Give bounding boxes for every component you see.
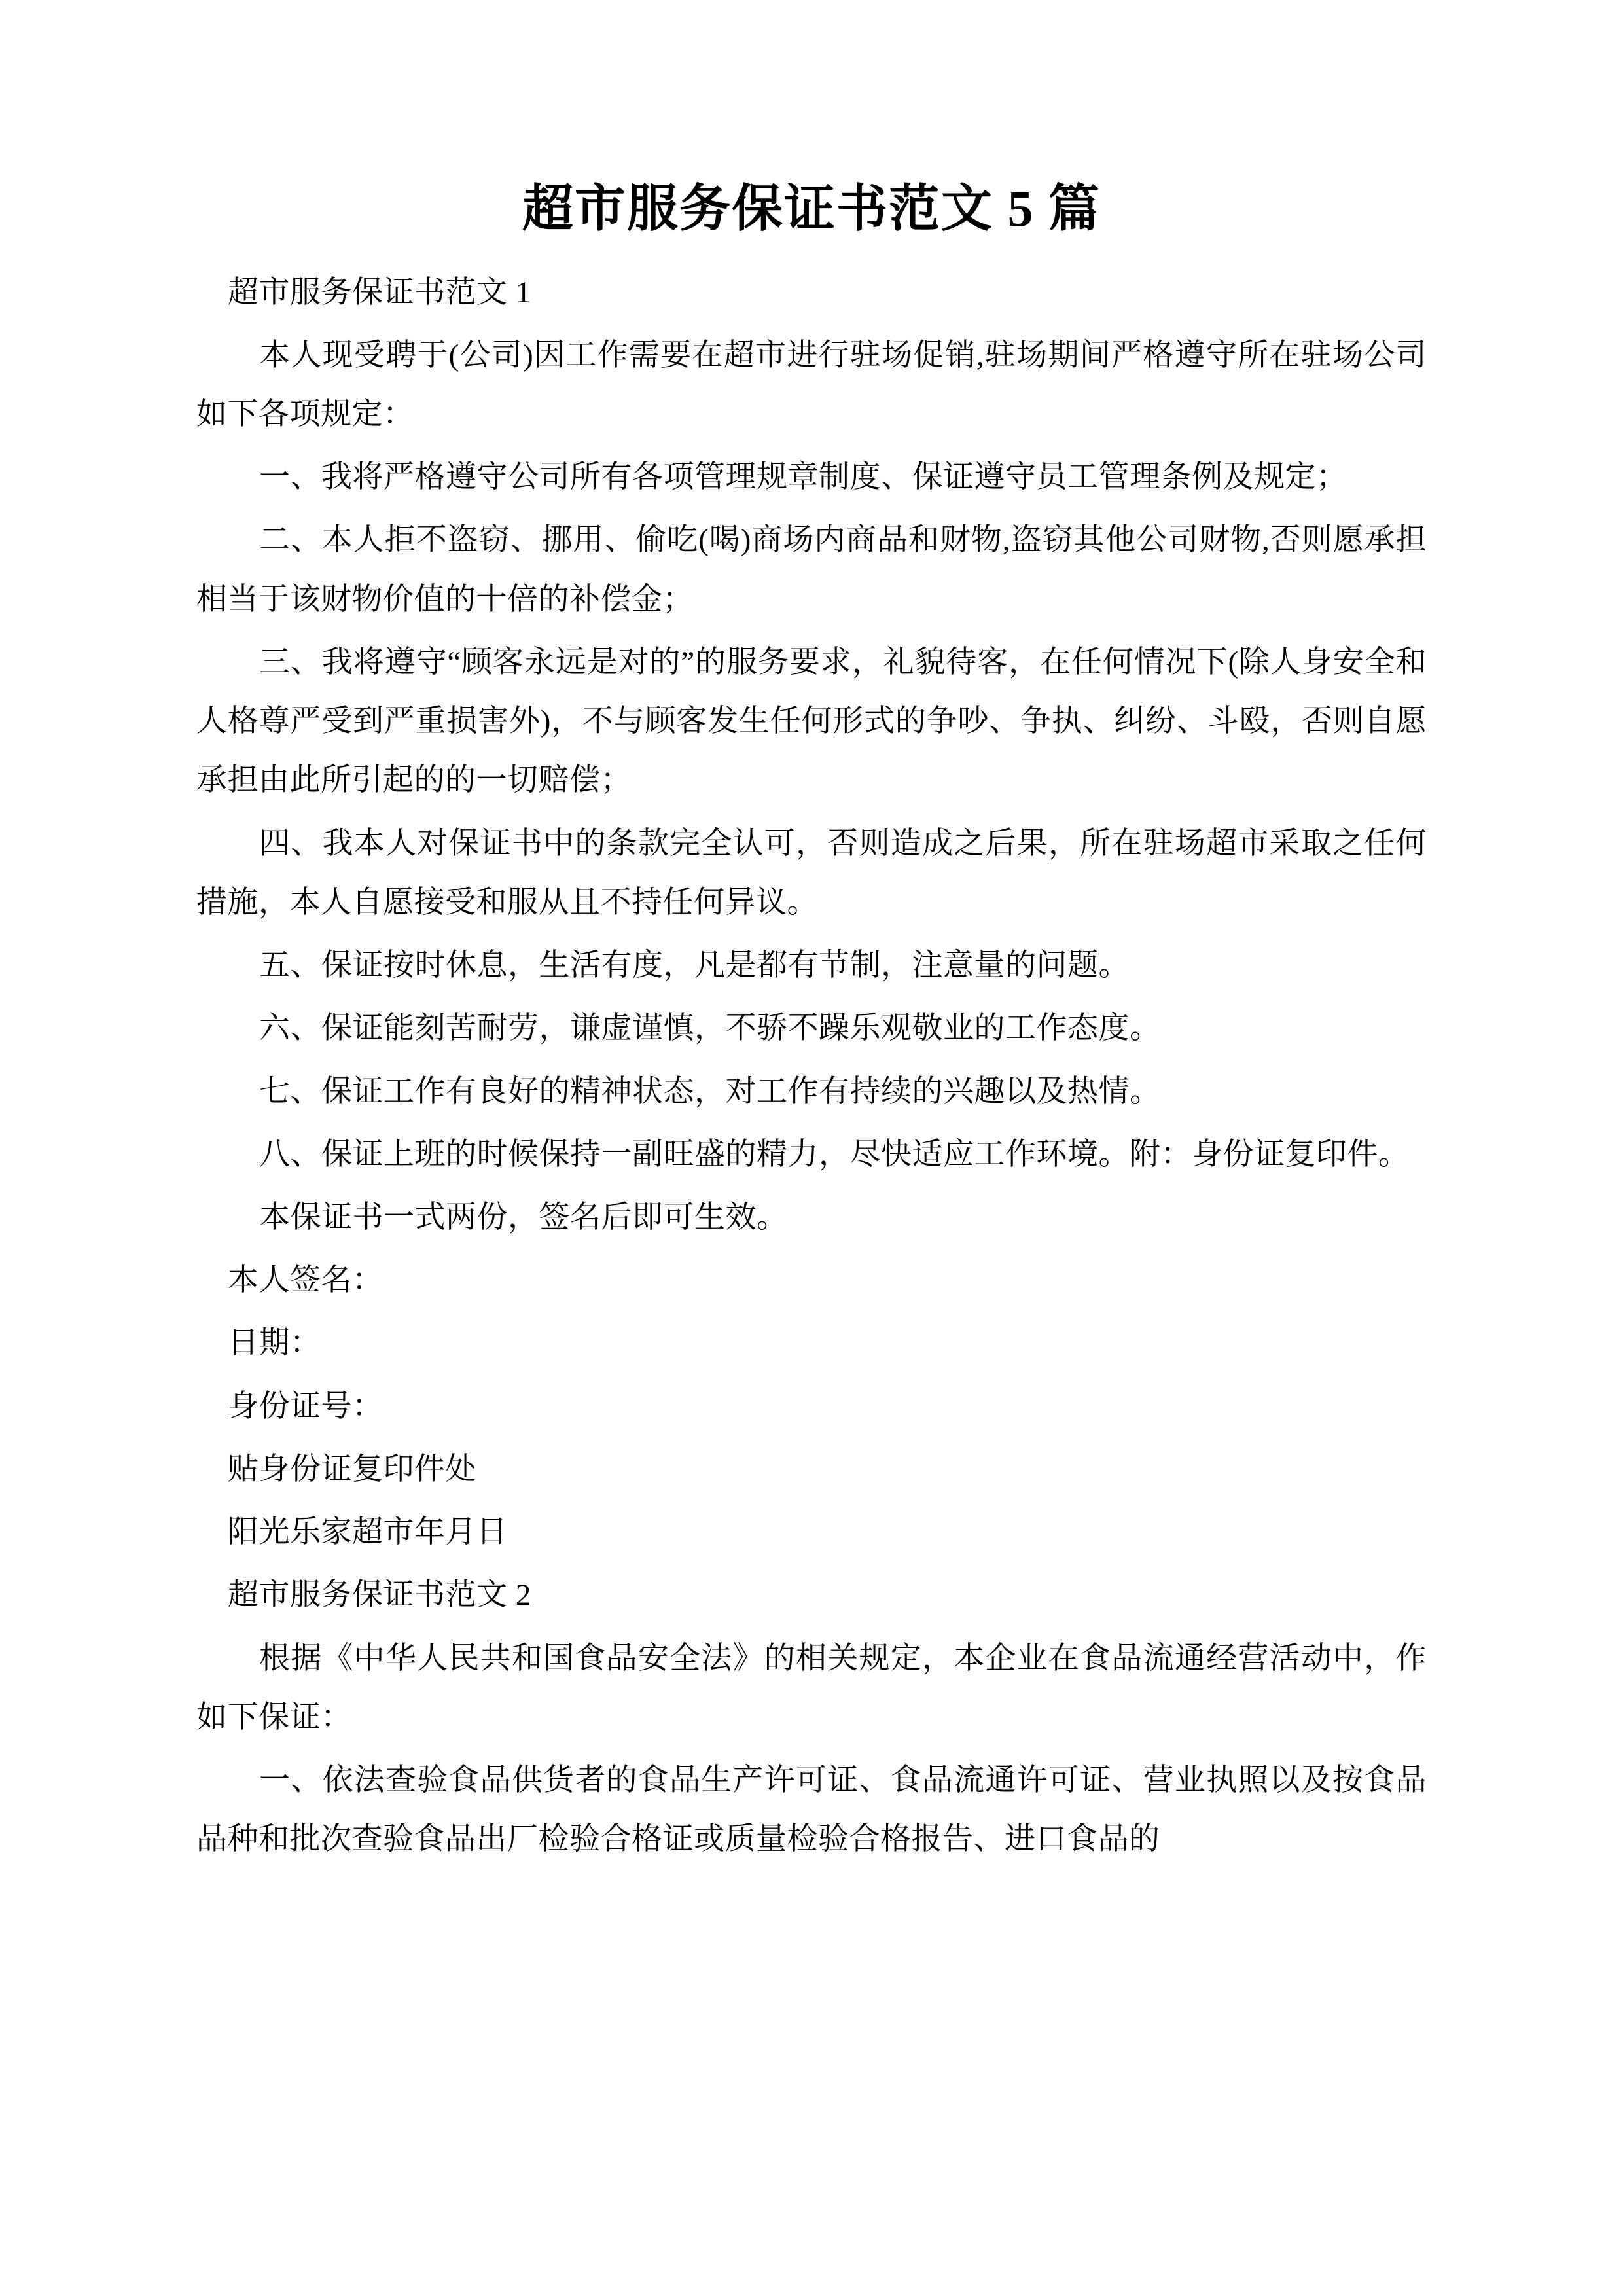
paragraph: 日期： — [228, 1326, 321, 1361]
document-body — [196, 263, 1427, 1869]
paragraph: 超市服务保证书范文 1 — [228, 275, 531, 310]
paragraph: 本人现受聘于(公司)因工作需要在超市进行驻场促销,驻场期间严格遵守所在驻场公司如下各项规定： — [196, 338, 1427, 431]
paragraph: 超市服务保证书范文 2 — [228, 1578, 531, 1613]
paragraph: 六、保证能刻苦耐劳，谦虚谨慎，不骄不躁乐观敬业的工作态度。 — [259, 1011, 1161, 1046]
paragraph: 根据《中华人民共和国食品安全法》的相关规定，本企业在食品流通经营活动中，作如下保证： — [196, 1641, 1427, 1734]
paragraph: 五、保证按时休息，生活有度，凡是都有节制，注意量的问题。 — [259, 948, 1130, 983]
paragraph: 一、依法查验食品供货者的食品生产许可证、食品流通许可证、营业执照以及按食品品种和批次查验食品出厂检验合格证或质量检验合格报告、进口食品的 — [196, 1763, 1427, 1857]
paragraph: 阳光乐家超市年月日 — [228, 1515, 508, 1550]
paragraph: 本保证书一式两份，签名后即可生效。 — [259, 1200, 788, 1235]
paragraph: 七、保证工作有良好的精神状态，对工作有持续的兴趣以及热情。 — [259, 1074, 1161, 1109]
paragraph: 二、本人拒不盗窃、挪用、偷吃(喝)商场内商品和财物,盗窃其他公司财物,否则愿承担相当于该财物价值的十倍的补偿金； — [196, 523, 1427, 617]
page-title: 超市服务保证书范文 5 篇 — [522, 180, 1101, 237]
paragraph: 本人签名： — [228, 1263, 383, 1298]
paragraph: 身份证号： — [228, 1389, 383, 1424]
paragraph: 八、保证上班的时候保持一副旺盛的精力，尽快适应工作环境。附：身份证复印件。 — [259, 1137, 1410, 1172]
paragraph: 三、我将遵守“顾客永远是对的”的服务要求，礼貌待客，在任何情况下(除人身安全和人格尊严受到严重损害外)，不与顾客发生任何形式的争吵、争执、纠纷、斗殴，否则自愿承担由此所引起的的一切赔偿； — [196, 645, 1427, 798]
paragraph: 四、我本人对保证书中的条款完全认可，否则造成之后果，所在驻场超市采取之任何措施，本人自愿接受和服从且不持任何异议。 — [196, 826, 1427, 920]
paragraph: 一、我将严格遵守公司所有各项管理规章制度、保证遵守员工管理条例及规定； — [259, 460, 1347, 495]
paragraph: 贴身份证复印件处 — [228, 1452, 476, 1486]
